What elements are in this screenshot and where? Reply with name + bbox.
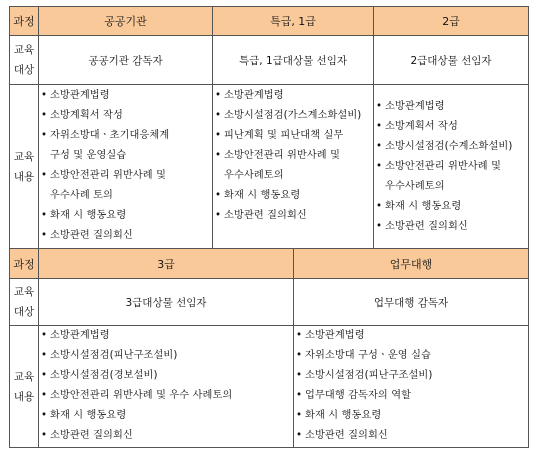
label-line-2: 대상: [13, 64, 35, 76]
list-item-continued: 우수사례토의: [224, 170, 284, 181]
list-item: • 소방시설점검(피난구조설비): [294, 366, 528, 386]
list-item-continued: 우수사례토의: [385, 181, 445, 192]
target-proxy-management: 업무대행 감독자: [293, 278, 529, 326]
list-item: • 소방안전관리 위반사례 및 우수 사례토의: [39, 386, 293, 406]
list-item: • 화재 시 행동요령: [294, 406, 528, 426]
list-item: • 소방관계법령: [213, 86, 373, 106]
target-third-grade: 3급대상물 선임자: [38, 278, 294, 326]
content-special-first-grade: [212, 84, 374, 249]
target-second-grade: 2급대상물 선임자: [373, 35, 529, 85]
content-list: [39, 326, 293, 446]
target-public-agency: 공공기관 감독자: [38, 35, 213, 85]
content-list: [39, 86, 212, 246]
label-line-1: 교육: [13, 44, 35, 56]
label-line-2: 대상: [13, 306, 35, 318]
list-item: • 화재 시 행동요령: [374, 197, 528, 217]
list-item: • 소방시설점검(피난구조설비): [39, 346, 293, 366]
content-third-grade: [38, 325, 294, 448]
list-item: • 소방관계법령: [39, 326, 293, 346]
list-item: • 소방관계법령: [39, 86, 212, 106]
row-label-content: [9, 84, 39, 249]
header-course: 과정: [9, 248, 39, 279]
list-item-continued: 구성 및 운영실습: [50, 150, 127, 161]
label-line-1: 교육: [13, 286, 35, 298]
content-list: [374, 97, 528, 237]
header-course: 과정: [9, 6, 39, 36]
list-item: • 피난계획 및 피난대책 실무: [213, 126, 373, 146]
list-item: • 화재 시 행동요령: [213, 186, 373, 206]
list-item: • 소방시설점검(경보설비): [39, 366, 293, 386]
list-item: • 소방관련 질의회신: [374, 217, 528, 237]
list-item: • 업무대행 감독자의 역할: [294, 386, 528, 406]
content-proxy-management: [293, 325, 529, 448]
list-item: • 소방계획서 작성: [39, 106, 212, 126]
label-line-1: 교육: [13, 370, 35, 383]
list-item: • 소방관련 질의회신: [294, 426, 528, 446]
list-item: • 소방관련 질의회신: [39, 426, 293, 446]
label-line-1: 교육: [13, 150, 35, 163]
list-item: • 소방시설점검(가스계소화설비): [213, 106, 373, 126]
table-2: [9, 248, 529, 448]
target-special-first-grade: 특급, 1급대상물 선임자: [212, 35, 374, 85]
content-second-grade: [373, 84, 529, 249]
list-item: • 소방안전관리 위반사례 및: [374, 157, 528, 177]
label-line-2: 내용: [13, 170, 35, 183]
row-label-target: [9, 278, 39, 326]
list-item: • 소방관련 질의회신: [213, 206, 373, 226]
list-item: • 소방계획서 작성: [374, 117, 528, 137]
header-third-grade: 3급: [38, 248, 294, 279]
header-proxy-management: 업무대행: [293, 248, 529, 279]
list-item: • 자위소방대ㆍ초기대응체계: [39, 126, 212, 146]
list-item: • 화재 시 행동요령: [39, 406, 293, 426]
list-item: • 소방관계법령: [374, 97, 528, 117]
content-list: [213, 86, 373, 226]
list-item: • 화재 시 행동요령: [39, 206, 212, 226]
content-public-agency: [38, 84, 213, 249]
header-public-agency: 공공기관: [38, 6, 213, 36]
list-item: • 소방안전관리 위반사례 및: [213, 146, 373, 166]
header-special-first-grade: 특급, 1급: [212, 6, 374, 36]
row-label-target: [9, 35, 39, 85]
list-item: • 자위소방대 구성ㆍ운영 실습: [294, 346, 528, 366]
row-label-content: [9, 325, 39, 448]
content-list: [294, 326, 528, 446]
label-line-2: 내용: [13, 390, 35, 403]
header-second-grade: 2급: [373, 6, 529, 36]
list-item: • 소방관계법령: [294, 326, 528, 346]
list-item: • 소방안전관리 위반사례 및: [39, 166, 212, 186]
list-item: • 소방시설점검(수계소화설비): [374, 137, 528, 157]
table-1: [9, 6, 529, 249]
list-item: • 소방관련 질의회신: [39, 226, 212, 246]
list-item-continued: 우수사례 토의: [50, 190, 113, 201]
